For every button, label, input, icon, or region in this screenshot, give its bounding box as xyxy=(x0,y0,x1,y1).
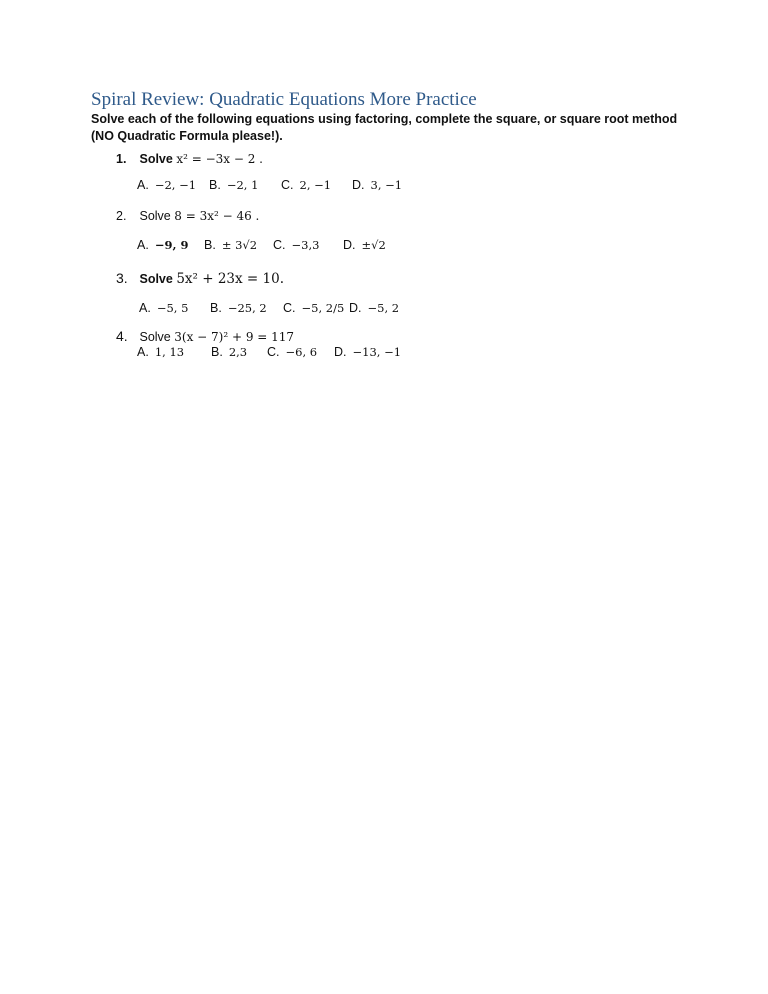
choice-letter: B. xyxy=(210,301,222,315)
choice-a xyxy=(139,301,188,315)
choice-a xyxy=(137,345,184,359)
choice-letter: C. xyxy=(273,238,286,252)
choice-value: −6, 6 xyxy=(285,345,318,359)
choice-value: −3,3 xyxy=(291,238,320,252)
choice-letter: A. xyxy=(137,178,149,192)
choice-b xyxy=(210,301,267,315)
question-4 xyxy=(116,328,294,344)
choice-a xyxy=(137,178,196,192)
choice-value: ± 3√2 xyxy=(221,238,258,252)
question-equation: 8 = 3x² − 46 . xyxy=(174,209,260,223)
choice-c xyxy=(281,178,331,192)
choice-value: −2, −1 xyxy=(154,178,197,192)
question-number: 4. xyxy=(116,328,128,344)
choice-c xyxy=(273,238,319,252)
question-prompt: Solve xyxy=(139,209,171,223)
choice-value: −25, 2 xyxy=(227,301,267,315)
instructions-text: Solve each of the following equations using factoring, complete the square, or square root method (NO Quadratic Formula please!). xyxy=(91,112,678,143)
question-1 xyxy=(116,152,263,166)
choice-letter: D. xyxy=(343,238,356,252)
choice-letter: B. xyxy=(204,238,216,252)
choice-d xyxy=(352,178,402,192)
choice-value: 1, 13 xyxy=(154,345,185,359)
question-equation: x² = −3x − 2 . xyxy=(176,152,263,166)
choice-letter: C. xyxy=(281,178,294,192)
choice-b xyxy=(204,238,257,252)
choice-value: −2, 1 xyxy=(226,178,259,192)
choice-b xyxy=(209,178,258,192)
choice-value: −5, 2 xyxy=(367,301,400,315)
question-equation: 3(x − 7)² + 9 = 117 xyxy=(174,330,295,344)
choice-value: −9, 9 xyxy=(154,238,189,252)
question-3 xyxy=(116,270,284,287)
question-number: 1. xyxy=(116,152,127,166)
choice-value: −13, −1 xyxy=(352,345,402,359)
choice-value: −5, 5 xyxy=(156,301,189,315)
choice-d xyxy=(343,238,386,252)
choice-letter: C. xyxy=(283,301,296,315)
choice-letter: D. xyxy=(334,345,347,359)
question-equation: 5x² + 23x = 10. xyxy=(176,271,284,287)
choice-b xyxy=(211,345,247,359)
choice-letter: D. xyxy=(352,178,365,192)
choice-value: −5, 2/5 xyxy=(301,301,345,315)
choice-letter: A. xyxy=(139,301,151,315)
choice-value: 2, −1 xyxy=(299,178,332,192)
choice-value: 2,3 xyxy=(228,345,248,359)
choice-d xyxy=(349,301,399,315)
choice-letter: B. xyxy=(211,345,223,359)
choice-letter: D. xyxy=(349,301,362,315)
choice-a xyxy=(137,238,188,252)
choice-letter: A. xyxy=(137,238,149,252)
question-number: 2. xyxy=(116,209,127,223)
question-prompt: Solve xyxy=(139,330,171,344)
question-number: 3. xyxy=(116,270,128,286)
choice-value: 3, −1 xyxy=(370,178,403,192)
page-title: Spiral Review: Quadratic Equations More Practice xyxy=(91,89,477,110)
question-prompt: Solve xyxy=(139,152,173,166)
question-2 xyxy=(116,209,259,223)
choice-value: ±√2 xyxy=(361,238,386,252)
choice-d xyxy=(334,345,401,359)
choice-c xyxy=(267,345,317,359)
question-prompt: Solve xyxy=(139,272,173,286)
choice-letter: A. xyxy=(137,345,149,359)
choice-c xyxy=(283,301,344,315)
choice-letter: B. xyxy=(209,178,221,192)
choice-letter: C. xyxy=(267,345,280,359)
